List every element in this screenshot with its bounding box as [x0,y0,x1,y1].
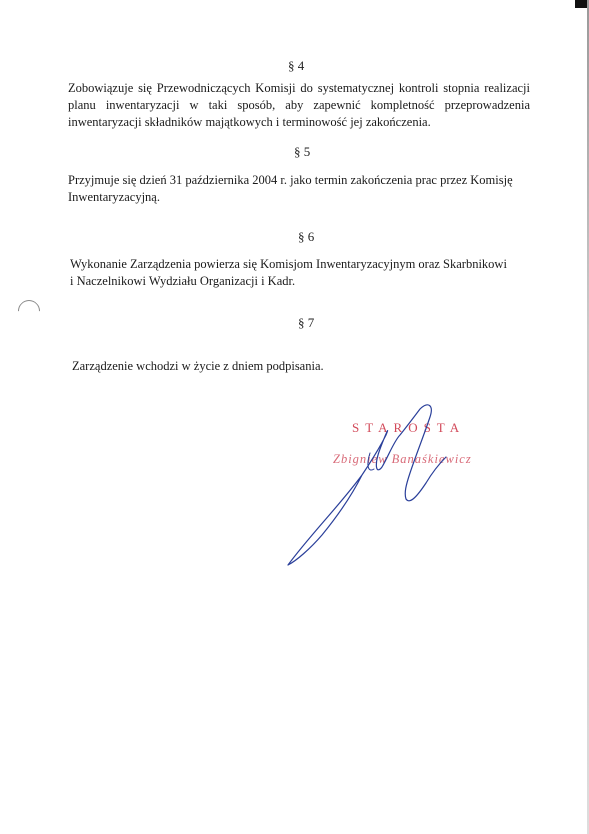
section-6-paragraph [70,256,532,290]
paragraph-line: Zarządzenie wchodzi w życie z dniem podpisania. [72,359,324,373]
paragraph-line: Zobowiązuje się Przewodniczących Komisji do systematycznej kontroli stopnia realizacji [68,81,530,95]
paragraph-line: inwentaryzacji składników majątkowych i terminowość jej zakończenia. [68,115,431,129]
paragraph-line: Przyjmuje się dzień 31 października 2004 r. jako termin zakończenia prac przez Komisję [68,173,513,187]
section-4-paragraph [68,80,530,131]
paragraph-line: Wykonanie Zarządzenia powierza się Komisjom Inwentaryzacyjnym oraz Skarbnikowi [70,257,507,271]
section-7-heading: § 7 [298,315,315,330]
handwritten-signature [270,395,470,575]
paragraph-line: Inwentaryzacyjną. [68,190,160,204]
punch-hole-mark [13,295,44,326]
section-5-paragraph [68,172,528,206]
section-7-paragraph [72,358,472,375]
section-4-heading: § 4 [288,58,305,73]
paragraph-line: planu inwentaryzacji w taki sposób, aby zapewnić kompletność przeprowadzenia [68,98,530,112]
stamp-name: Zbigniew Banaśkiewicz [333,452,472,466]
paragraph-line: i Naczelnikowi Wydziału Organizacji i Kadr. [70,274,296,288]
section-5-heading: § 5 [294,144,311,159]
stamp-title: STAROSTA [352,420,466,435]
section-6-heading: § 6 [298,229,315,244]
